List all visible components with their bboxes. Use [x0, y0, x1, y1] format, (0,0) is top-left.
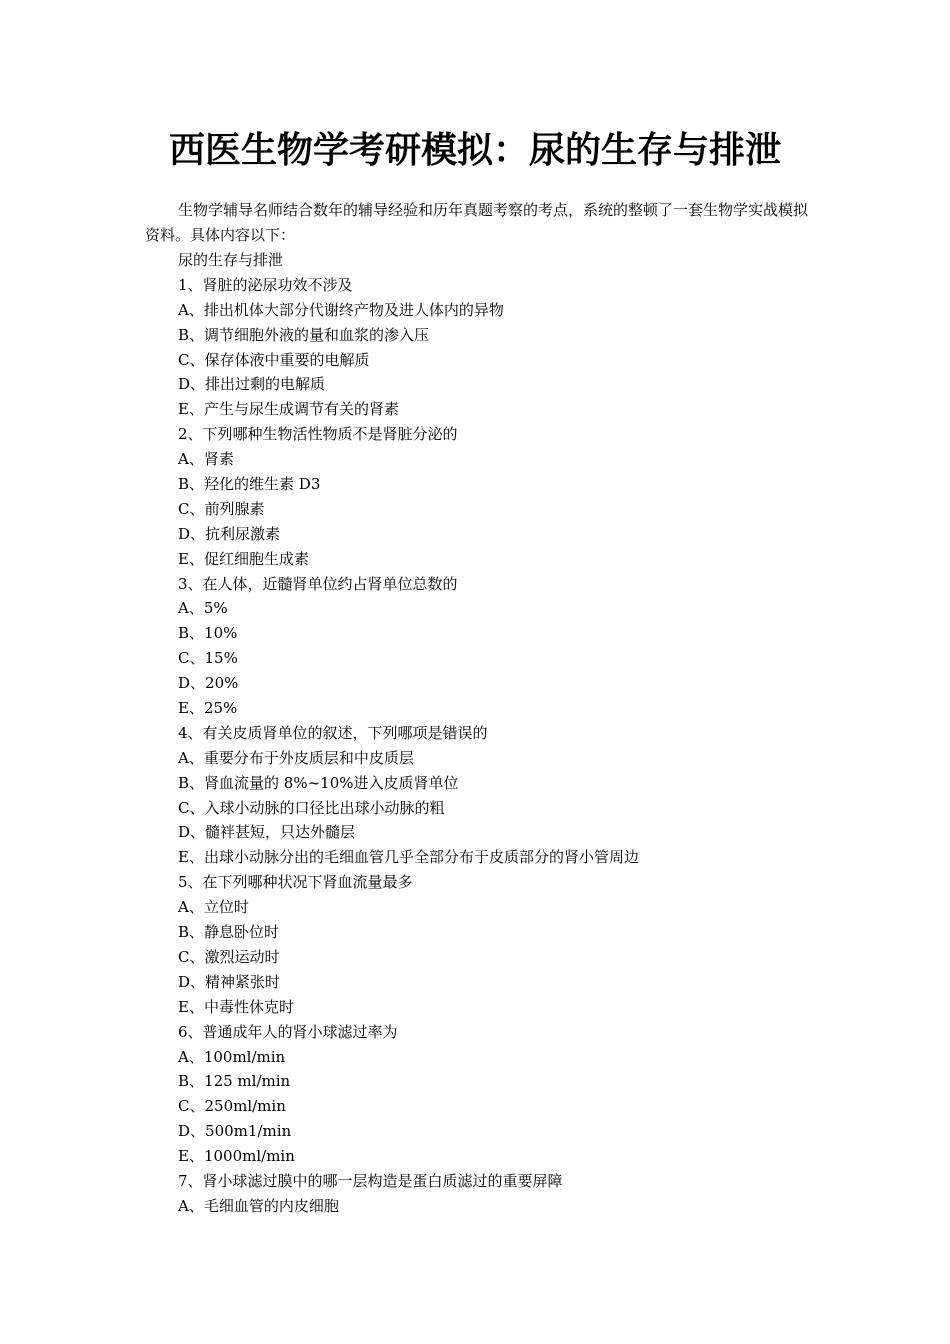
- question-stem: 1、肾脏的泌尿功效不涉及: [178, 275, 353, 294]
- answer-option: D、抗利尿激素: [178, 524, 281, 543]
- intro-paragraph: 生物学辅导名师结合数年的辅导经验和历年真题考察的考点，系统的整顿了一套生物学实战模拟资料。具体内容以下：: [145, 201, 809, 244]
- answer-option: A、5%: [178, 599, 228, 618]
- answer-option: C、250ml/min: [178, 1097, 286, 1116]
- answer-option: D、髓袢甚短，只达外髓层: [178, 823, 356, 842]
- answer-option: E、1000ml/min: [178, 1147, 295, 1166]
- answer-option: B、静息卧位时: [178, 923, 280, 942]
- answer-option: A、毛细血管的内皮细胞: [178, 1196, 339, 1215]
- section-heading: 尿的生存与排泄: [178, 251, 284, 269]
- answer-option: E、出球小动脉分出的毛细血管几乎全部分布于皮质部分的肾小管周边: [178, 848, 639, 867]
- question-stem: 6、普通成年人的肾小球滤过率为: [178, 1022, 398, 1041]
- question-stem: 2、下列哪种生物活性物质不是肾脏分泌的: [178, 425, 458, 444]
- answer-option: B、调节细胞外液的量和血浆的渗入压: [178, 325, 430, 344]
- answer-option: E、促红细胞生成素: [178, 549, 309, 568]
- answer-option: B、羟化的维生素 D3: [178, 475, 321, 494]
- answer-option: B、肾血流量的 8%~10%进入皮质肾单位: [178, 773, 459, 792]
- answer-option: C、激烈运动时: [178, 947, 280, 966]
- answer-option: B、125 ml/min: [178, 1072, 291, 1091]
- answer-option: E、25%: [178, 699, 238, 718]
- answer-option: B、10%: [178, 624, 238, 643]
- answer-option: E、中毒性休克时: [178, 997, 294, 1016]
- answer-option: A、肾素: [178, 450, 234, 469]
- answer-option: D、500m1/min: [178, 1122, 292, 1141]
- answer-option: D、排出过剩的电解质: [178, 375, 326, 394]
- answer-option: A、立位时: [178, 898, 249, 917]
- answer-option: C、保存体液中重要的电解质: [178, 350, 370, 369]
- answer-option: A、100ml/min: [178, 1047, 286, 1066]
- question-list: [178, 248, 818, 1219]
- document-title: 西医生物学考研模拟：尿的生存与排泄: [168, 129, 781, 171]
- answer-option: A、重要分布于外皮质层和中皮质层: [178, 748, 414, 767]
- question-stem: 5、在下列哪种状况下肾血流量最多: [178, 873, 413, 892]
- answer-option: D、20%: [178, 674, 239, 693]
- question-stem: 3、在人体，近髓肾单位约占肾单位总数的: [178, 574, 458, 593]
- answer-option: C、入球小动脉的口径比出球小动脉的粗: [178, 798, 445, 817]
- answer-option: C、前列腺素: [178, 499, 265, 518]
- question-stem: 4、有关皮质肾单位的叙述，下列哪项是错误的: [178, 723, 488, 742]
- answer-option: C、15%: [178, 649, 238, 668]
- answer-option: D、精神紧张时: [178, 972, 281, 991]
- question-stem: 7、肾小球滤过膜中的哪一层构造是蛋白质滤过的重要屏障: [178, 1171, 563, 1190]
- answer-option: A、排出机体大部分代谢终产物及进人体内的异物: [178, 300, 504, 319]
- answer-option: E、产生与尿生成调节有关的肾素: [178, 400, 399, 419]
